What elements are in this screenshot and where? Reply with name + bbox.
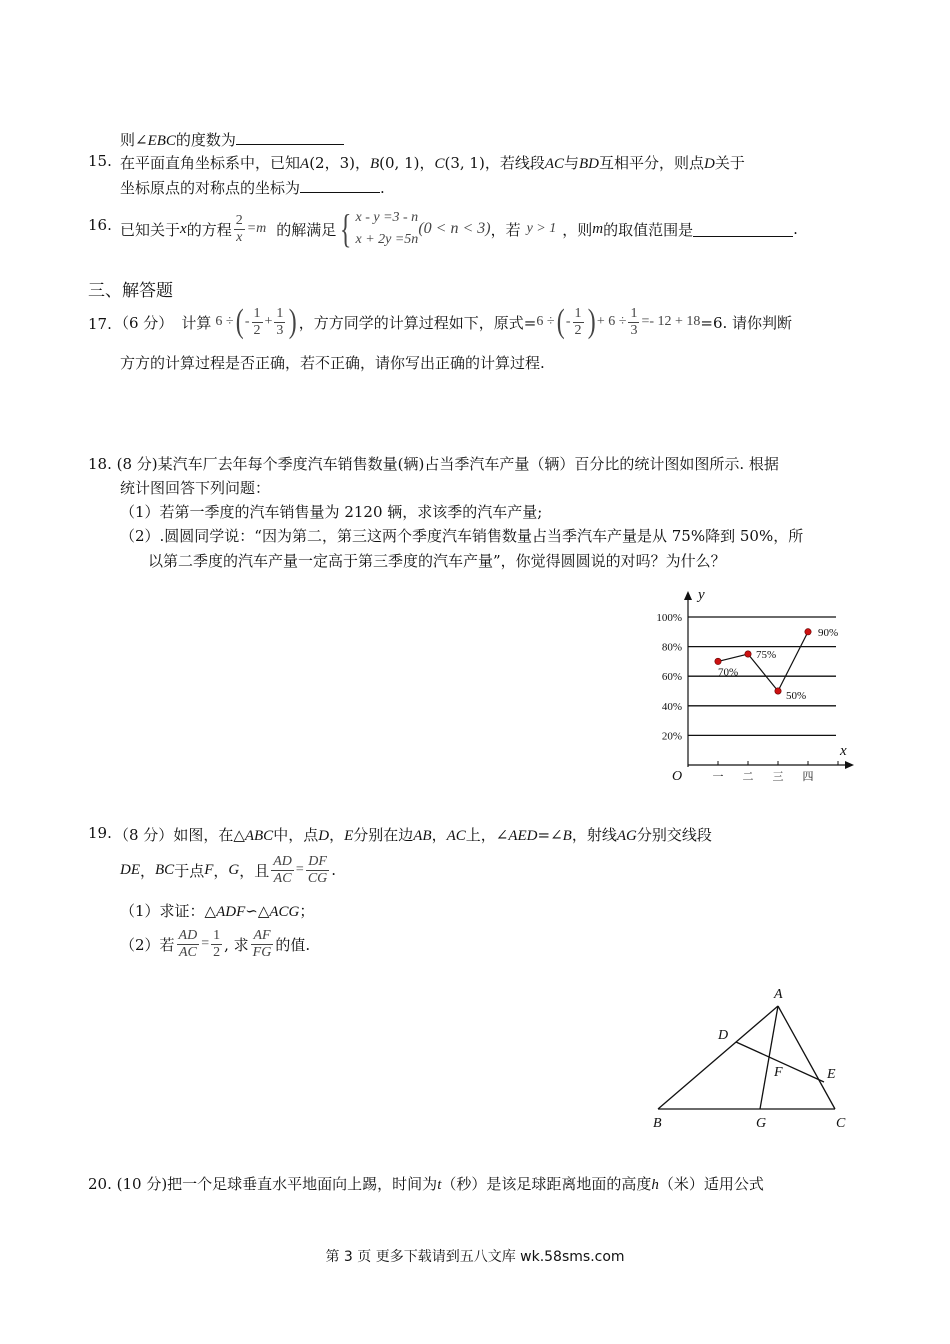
triangle-diagram: [640, 982, 860, 1134]
data-label: 75%: [756, 649, 777, 661]
q14-line: 则∠EBC的度数为: [120, 129, 344, 150]
data-label: 90%: [818, 626, 839, 639]
y-tick-label: 20%: [661, 730, 682, 743]
y-tick-label: 80%: [661, 641, 682, 654]
x-axis-arrow: [845, 761, 854, 769]
x-axis-label: x: [840, 743, 847, 759]
y-tick-label: 60%: [661, 671, 682, 684]
q18-line1: 18. (8 分)某汽车厂去年每个季度汽车销售数量(辆)占当季汽车产量（辆）百分比的统计图如图所示. 根据: [88, 455, 779, 473]
y-axis-label: y: [698, 587, 705, 603]
brace-symbol: {: [340, 206, 352, 251]
segment-ac: [778, 1006, 835, 1109]
answer-blank: [300, 178, 380, 193]
q15-number: 15.: [88, 152, 112, 170]
data-point: [715, 658, 721, 664]
page-footer: 第 3 页 更多下载请到五八文库 wk.58sms.com: [325, 1249, 625, 1265]
left-paren: (: [556, 303, 565, 340]
x-tick-label: 二: [742, 770, 754, 783]
q18-line2: 统计图回答下列问题：: [120, 479, 271, 497]
data-point: [805, 629, 811, 635]
y-tick-label: 100%: [656, 612, 682, 624]
series-line: [718, 632, 808, 691]
data-point: [745, 651, 751, 657]
q17-number: 17.: [88, 315, 112, 333]
q16-number: 16.: [88, 216, 112, 234]
x-tick-label: 三: [772, 770, 784, 783]
q19-number: 19.: [88, 824, 112, 842]
q15-line1: 在平面直角坐标系中，已知A(2，3)，B(0, 1)，C(3, 1)，若线段AC与BD互相平分，则点D关于: [120, 154, 745, 172]
origin-label: O: [672, 769, 683, 784]
q19-part1: （1）求证：△ADF∽△ACG；: [120, 902, 315, 920]
right-paren: ): [289, 303, 298, 340]
q19-line1: （8 分）如图，在△ABC中，点D，E分别在边AB，AC上，∠AED=∠B，射线AG分别交线段: [114, 826, 712, 844]
label-d: D: [718, 1028, 729, 1043]
label-b: B: [653, 1116, 662, 1131]
label-g: G: [756, 1116, 767, 1131]
label-c: C: [836, 1116, 846, 1131]
label-a: A: [774, 987, 783, 1002]
q20-line1: 20. (10 分)把一个足球垂直水平地面向上踢，时间为t（秒）是该足球距离地面的高度h（米）适用公式: [88, 1175, 764, 1193]
data-label: 50%: [786, 690, 807, 702]
left-paren: (: [235, 303, 244, 340]
q18-part2b: 以第二季度的汽车产量一定高于第三季度的汽车产量”，你觉得圆圆说的对吗？为什么？: [148, 552, 726, 570]
data-label: 70%: [718, 666, 739, 679]
q15-line2: 坐标原点的对称点的坐标为 .: [120, 179, 385, 197]
ray-ag: [760, 1006, 778, 1109]
q18-part2a: （2）.圆圆同学说：“因为第二，第三这两个季度汽车销售数量占当季汽车产量是从 75%降到 50%，所: [120, 527, 804, 545]
y-axis-arrow: [684, 591, 692, 600]
section-title: 三、解答题: [88, 281, 173, 301]
q16-line: 已知关于 x 的方程 $\frac{2}{x}$ =m 的解满足 { x - y =3 - n x + 2y =5n (0 < n < 3) ，若 y > 1 ，则 m 的取值范围是 .: [120, 206, 798, 251]
segment-ab: [658, 1006, 778, 1109]
label-f: F: [774, 1065, 783, 1080]
sales-percent-chart: [640, 585, 870, 790]
q19-line2: DE ， BC 于点 F ， G ，且 $\frac{AD}{AC}$ = $\frac{DF}{CG}$ .: [120, 853, 337, 886]
q16-fraction: $\frac{2}{x}$: [235, 212, 243, 245]
x-tick-label: 一: [712, 770, 724, 783]
answer-blank: [693, 222, 793, 237]
y-tick-label: 40%: [661, 700, 682, 713]
q16-system: x - y =3 - n x + 2y =5n: [355, 210, 419, 247]
q18-part1: （1）若第一季度的汽车销售量为 2120 辆，求该季的汽车产量;: [120, 503, 543, 521]
right-paren: ): [587, 303, 596, 340]
answer-blank: [236, 130, 344, 145]
q17-line2: 方方的计算过程是否正确，若不正确，请你写出正确的计算过程.: [120, 354, 545, 372]
q19-part2: （2）若 $\frac{AD}{AC}$ = $\frac{1}{2}$ , 求 $\frac{AF}{FG}$ 的值.: [120, 927, 311, 960]
data-point: [775, 688, 781, 694]
q17-line1: （6 分） 计算 6 ÷ ( - $\frac{1}{2}$ + $\frac{1}{3}$ ) ，方方同学的计算过程如下，原式= 6 ÷ ( - $\frac{1}{2}$ ) + 6 ÷ $\frac{1}{3}$ =- 12 + 18 =6. 请你判断: [114, 303, 793, 340]
label-e: E: [827, 1067, 836, 1082]
x-tick-label: 四: [802, 770, 814, 783]
